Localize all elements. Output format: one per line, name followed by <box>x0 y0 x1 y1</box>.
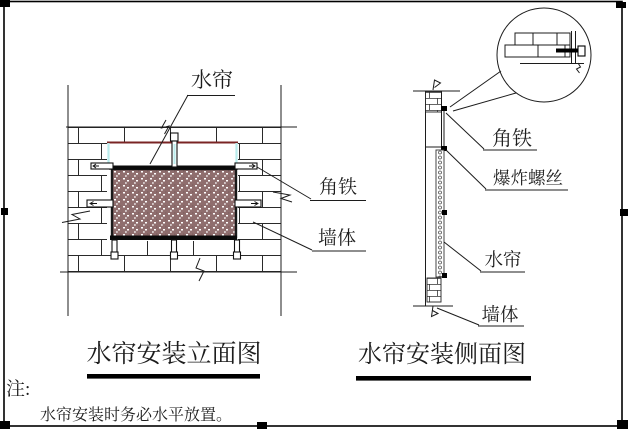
strip-bolt-lower <box>442 273 447 278</box>
side-bottom-break-flag <box>432 306 439 317</box>
side-angle-iron-label: 角铁 <box>492 128 532 150</box>
side-wall-label: 墙体 <box>481 306 519 326</box>
balloon-circle <box>497 8 591 102</box>
front-angle-iron-label: 角铁 <box>318 177 358 198</box>
front-curtain-label: 水帘 <box>191 68 233 92</box>
selection-handle-top-left[interactable] <box>0 0 10 7</box>
note-text: 水帘安装时务必水平放置。 <box>40 407 233 424</box>
side-curtain-leader <box>444 242 481 271</box>
selection-handle-top-right[interactable] <box>616 2 626 8</box>
selection-handle-bottom-right[interactable] <box>617 420 628 429</box>
note-prefix: 注: <box>6 379 31 400</box>
upper-explosion-bolt <box>441 106 447 111</box>
side-caption-underline <box>356 376 531 381</box>
side-top-break-flag <box>433 80 441 90</box>
selection-handle-mid-left[interactable] <box>1 208 8 215</box>
front-elevation-view <box>60 68 366 379</box>
top-hanger-bolt <box>171 133 179 167</box>
balloon-detail-bricks <box>505 33 570 57</box>
curtain-bottom-angle-iron-bar <box>110 236 237 241</box>
front-caption-underline <box>87 374 260 379</box>
side-wall-lower-brick-section <box>427 278 441 302</box>
front-view-caption: 水帘安装立面图 <box>86 341 262 368</box>
side-curtain-label: 水帘 <box>484 251 522 271</box>
selection-handle-bottom-left[interactable] <box>0 421 10 429</box>
side-wall-leader <box>437 308 479 325</box>
side-view <box>356 8 591 381</box>
side-wall-upper-brick-section <box>426 92 442 112</box>
balloon-bolt-shaft <box>556 49 579 53</box>
side-angle-iron-leader <box>446 113 484 149</box>
balloon-bolt-head <box>578 46 585 56</box>
detail-balloon <box>450 8 591 111</box>
water-curtain-panel <box>112 169 236 237</box>
explosion-bolt-leader <box>446 150 486 189</box>
strip-bolt-upper <box>442 210 447 215</box>
explosion-bolt-label: 爆炸螺丝 <box>493 168 563 188</box>
front-wall-label: 墙体 <box>317 228 357 249</box>
selection-handle-bottom-mid[interactable] <box>257 422 267 429</box>
side-view-caption: 水帘安装侧面图 <box>358 342 526 368</box>
balloon-break-flag <box>577 63 581 73</box>
note-block <box>6 378 232 424</box>
selection-handle-mid-right[interactable] <box>620 209 628 216</box>
